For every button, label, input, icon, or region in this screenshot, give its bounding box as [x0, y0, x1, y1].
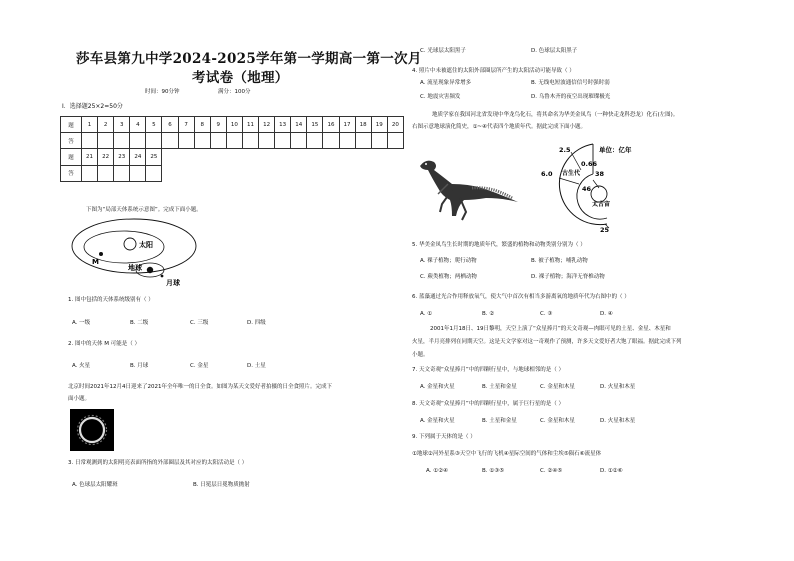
table-cell: 题	[61, 117, 82, 133]
earth-label: 地球	[128, 264, 142, 272]
question-4: 4. 照片中未被遮住的太阳外部圈层所产生的太阳活动可能导致（ ）	[412, 68, 575, 74]
earth-icon	[147, 267, 153, 273]
dinosaur-fossil-image	[412, 154, 522, 224]
table-cell: 24	[130, 149, 146, 165]
q1-option-b[interactable]: B. 二级	[130, 320, 149, 326]
q7-option-a[interactable]: A. 金星和火星	[420, 384, 455, 390]
answer-cell[interactable]	[259, 133, 275, 149]
spiral-value: 25	[600, 226, 610, 234]
table-cell: 13	[275, 117, 291, 133]
q2-option-c[interactable]: C. 金星	[190, 363, 209, 369]
answer-cell[interactable]	[130, 133, 146, 149]
q3-option-d[interactable]: D. 色球层太阳黑子	[531, 48, 578, 54]
table-cell: 18	[355, 117, 371, 133]
answer-cell[interactable]	[130, 165, 146, 181]
answer-cell[interactable]	[146, 133, 162, 149]
fossil-intro-line1: 地质学家在我国河北省发现中华龙鸟化石，将其命名为华美金凤鸟（一种快走龙科恐龙）化石(左图)。	[432, 112, 679, 118]
sun-icon	[124, 238, 136, 250]
q9-items: ①地球②河外星系③天空中飞行的飞机④星际空间的气体和尘埃⑤陨石⑥流星体	[412, 451, 602, 457]
question-9: 9. 下列属于天体的是（ ）	[412, 434, 476, 440]
table-row	[61, 133, 404, 149]
question-8: 8. 天文奇观“众星捧月”中的四颗行星中，属于巨行星的是（ ）	[412, 401, 564, 407]
fossil-intro-line2: 右图示意地球演化简史，①~④代表四个地质年代。据此完成下面小题。	[412, 124, 586, 130]
q8-option-b[interactable]: B. 土星和金星	[482, 418, 517, 424]
q9-option-d[interactable]: D. ①②⑥	[600, 468, 623, 474]
q6-option-d[interactable]: D. ④	[600, 311, 613, 317]
q5-option-c[interactable]: C. 蕨类植物；两栖动物	[420, 274, 477, 280]
table-cell: 10	[226, 117, 242, 133]
solar-eclipse-photo	[70, 409, 114, 451]
moon-icon	[161, 275, 164, 278]
diagram-intro: 下图为“局部天体系统示意图”。完成下面小题。	[86, 207, 202, 213]
section-title: I．选择题25×2=50分	[62, 103, 123, 110]
score-total: 满分：100分	[218, 89, 251, 95]
planet-intro-line2: 火星，半月亮排列在同期天空。这是天文学家对这一奇观作了预测，许多天文爱好者大饱了眼福。据此完成下列	[412, 339, 682, 345]
q6-option-b[interactable]: B. ②	[482, 311, 495, 317]
q7-option-c[interactable]: C. 金星和木星	[540, 384, 575, 390]
table-cell: 题	[61, 149, 82, 165]
q2-option-b[interactable]: B. 月球	[130, 363, 149, 369]
table-cell: 17	[339, 117, 355, 133]
answer-table	[60, 116, 404, 182]
q2-option-a[interactable]: A. 火星	[72, 363, 91, 369]
q6-option-c[interactable]: C. ③	[540, 311, 553, 317]
table-cell: 11	[242, 117, 258, 133]
q8-option-d[interactable]: D. 火星和木星	[600, 418, 636, 424]
moon-label: 月球	[166, 279, 180, 287]
planet-m-icon	[99, 252, 103, 256]
q9-option-b[interactable]: B. ①③⑤	[482, 468, 505, 474]
table-row	[61, 117, 404, 133]
table-cell: 16	[323, 117, 339, 133]
q5-option-a[interactable]: A. 裸子植物；爬行动物	[420, 258, 477, 264]
table-cell: 2	[98, 117, 114, 133]
table-cell: 答	[61, 165, 82, 181]
q8-option-c[interactable]: C. 金星和木星	[540, 418, 575, 424]
m-label: M	[92, 258, 99, 266]
q9-option-c[interactable]: C. ②④⑤	[540, 468, 563, 474]
question-2: 2. 图中的天体 M 可能是（ ）	[68, 341, 140, 347]
q3-option-b[interactable]: B. 日冕层日冕物质抛射	[193, 482, 250, 488]
answer-cell[interactable]	[162, 133, 178, 149]
table-cell: 22	[98, 149, 114, 165]
table-row	[61, 165, 404, 181]
q1-option-d[interactable]: D. 四级	[247, 320, 266, 326]
table-cell: 1	[82, 117, 98, 133]
table-cell: 8	[194, 117, 210, 133]
exam-title-line2: 考试卷（地理）	[192, 70, 289, 86]
answer-cell[interactable]	[371, 133, 387, 149]
q5-option-d[interactable]: D. 裸子植物；海洋无脊椎动物	[531, 274, 605, 280]
answer-cell[interactable]	[82, 133, 98, 149]
table-row	[61, 149, 404, 165]
q4-option-c[interactable]: C. 地震灾害频发	[420, 94, 461, 100]
answer-cell[interactable]	[291, 133, 307, 149]
spiral-value: 6.0	[541, 170, 553, 178]
answer-cell[interactable]	[98, 133, 114, 149]
exam-time: 时间：90分钟	[145, 89, 180, 95]
eclipse-intro-line1: 北京时间2021年12月4日迎来了2021年全年唯一的日全食。如图为某天文爱好者拍摄的日全食照片。完成下	[68, 384, 332, 390]
question-6: 6. 蓝藻通过光合作用释放氧气，使大气中首次有相当多游离氧的地质年代为右图中的（ ）	[412, 294, 630, 300]
q4-option-a[interactable]: A. 流星现象异常增多	[420, 80, 472, 86]
question-5: 5. 华美金凤鸟生长时期的地质年代，繁盛的植物和动物类别分别为（ ）	[412, 242, 586, 248]
answer-cell[interactable]	[114, 133, 130, 149]
answer-cell[interactable]	[210, 133, 226, 149]
planet-intro-line3: 小题。	[412, 352, 429, 358]
spiral-unit: 单位：亿年	[599, 146, 632, 154]
q9-option-a[interactable]: A. ①②④	[426, 468, 448, 474]
spiral-value: 2.5	[559, 146, 571, 154]
answer-cell[interactable]	[114, 165, 130, 181]
table-cell: 12	[259, 117, 275, 133]
answer-cell[interactable]	[307, 133, 323, 149]
question-1: 1. 图中包括的天体系统级别有（ ）	[68, 297, 154, 303]
archean-label: 太古宙	[592, 201, 611, 208]
table-cell: 7	[178, 117, 194, 133]
q3-option-c[interactable]: C. 光球层太阳黑子	[420, 48, 466, 54]
q3-option-a[interactable]: A. 色球层太阳耀斑	[72, 482, 118, 488]
table-cell: 9	[210, 117, 226, 133]
exam-title-line1: 莎车县第九中学2024-2025学年第一学期高一第一次月	[76, 51, 422, 67]
answer-cell[interactable]	[226, 133, 242, 149]
q7-option-b[interactable]: B. 土星和金星	[482, 384, 517, 390]
answer-cell[interactable]	[387, 133, 403, 149]
table-cell: 23	[114, 149, 130, 165]
table-cell: 6	[162, 117, 178, 133]
geologic-time-spiral	[537, 138, 647, 234]
answer-cell[interactable]	[146, 165, 162, 181]
answer-cell[interactable]	[82, 165, 98, 181]
answer-cell[interactable]	[275, 133, 291, 149]
q7-option-d[interactable]: D. 火星和木星	[600, 384, 636, 390]
table-cell: 15	[307, 117, 323, 133]
q4-option-d[interactable]: D. 乌鲁木齐的夜空出现璀璨极光	[531, 94, 611, 100]
spiral-value: 0.66	[581, 160, 598, 168]
spiral-value: 46	[582, 185, 592, 193]
q6-option-a[interactable]: A. ①	[420, 311, 433, 317]
table-cell: 25	[146, 149, 162, 165]
question-7: 7. 天文奇观“众星捧月”中的四颗行星中，与地球相邻的是（ ）	[412, 367, 564, 373]
answer-cell[interactable]	[323, 133, 339, 149]
q8-option-a[interactable]: A. 金星和火星	[420, 418, 455, 424]
table-cell: 3	[114, 117, 130, 133]
q1-option-c[interactable]: C. 三级	[190, 320, 209, 326]
q4-option-b[interactable]: B. 无线电短波通信信号时强时弱	[531, 80, 610, 86]
spiral-value: 38	[595, 170, 605, 178]
table-cell: 19	[371, 117, 387, 133]
paleozoic-label: 古生代	[562, 170, 581, 177]
table-cell: 14	[291, 117, 307, 133]
table-cell: 5	[146, 117, 162, 133]
table-cell: 答	[61, 133, 82, 149]
answer-cell[interactable]	[98, 165, 114, 181]
q1-option-a[interactable]: A. 一级	[72, 320, 91, 326]
answer-cell[interactable]	[339, 133, 355, 149]
answer-cell[interactable]	[194, 133, 210, 149]
planet-intro-line1: 2001年1月18日、19日黎明，天空上演了“众星捧月”的天文奇观—肉眼可见的土星、金星、木星和	[430, 326, 671, 332]
answer-cell[interactable]	[242, 133, 258, 149]
eclipse-intro-line2: 面小题。	[68, 396, 91, 402]
q5-option-b[interactable]: B. 被子植物；哺乳动物	[531, 258, 588, 264]
table-cell: 20	[387, 117, 403, 133]
table-cell: 4	[130, 117, 146, 133]
table-cell: 21	[82, 149, 98, 165]
sun-label: 太阳	[139, 241, 153, 249]
question-3: 3. 日常观测到的太阳明亮表面所指的外部圈层及其对应的太阳活动是（ ）	[68, 460, 248, 466]
celestial-system-diagram	[66, 216, 202, 288]
answer-cell[interactable]	[178, 133, 194, 149]
q2-option-d[interactable]: D. 土星	[247, 363, 266, 369]
answer-cell[interactable]	[355, 133, 371, 149]
